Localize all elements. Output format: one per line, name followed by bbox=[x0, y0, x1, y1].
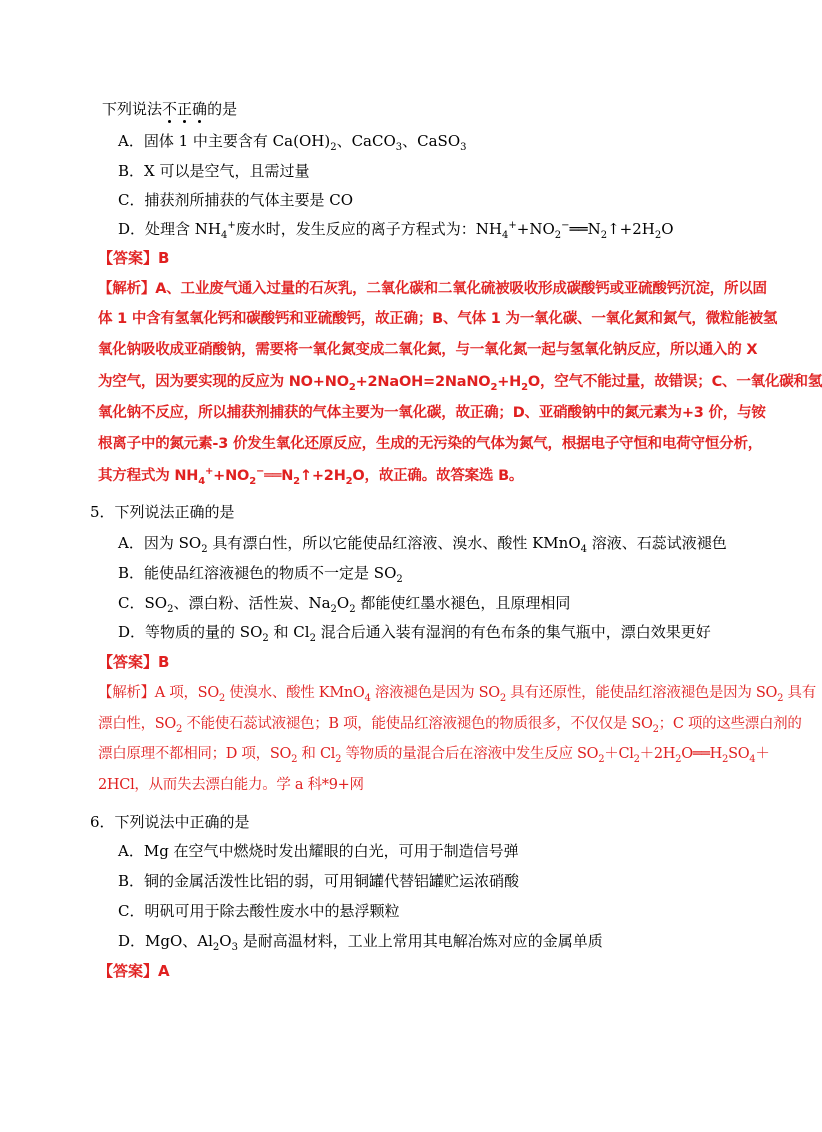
q4-explanation-line: 根离子中的氮元素-3 价发生氧化还原反应，生成的无污染的气体为氮气，根据电子守恒和电荷守恒分析， bbox=[98, 436, 763, 452]
q4-explanation-line: 氧化钠不反应，所以捕获剂捕获的气体主要为一氧化碳，故正确；D、亚硝酸钠中的氮元素为+3 价，与铵 bbox=[98, 405, 766, 421]
q4-explanation-line: 氧化钠吸收成亚硝酸钠，需要将一氧化氮变成二氧化氮，与一氧化氮一起与氢氧化钠反应，所以通入的 X bbox=[98, 342, 758, 358]
q4-option-a: A．固体 1 中主要含有 $Ca(OH)_2$、CaCO$_3$、CaSO$_3$ bbox=[118, 132, 467, 153]
q5-answer: 【答案】B bbox=[98, 653, 170, 671]
q4-explanation-line: 其方程式为 $NH_4^++NO_2^-══N_2↑+2H_2O$，故正确。故答案选 B。 bbox=[98, 466, 524, 487]
q5-explanation-line: 漂白性，$SO_2$ 不能使石蕊试液褪色；B 项，能使品红溶液褪色的物质很多，不仅仅是 $SO_2$；C 项的这些漂白剂的 bbox=[98, 716, 802, 735]
q6-option-b: B．铜的金属活泼性比铝的弱，可用铜罐代替铝罐贮运浓硝酸 bbox=[118, 872, 520, 890]
q5-option-c: C．$SO_2$、漂白粉、活性炭、$Na_2O_2$ 都能使红墨水褪色，且原理相同 bbox=[118, 594, 571, 615]
q4-option-b: B．X 可以是空气，且需过量 bbox=[118, 162, 310, 180]
q6-option-c: C．明矾可用于除去酸性废水中的悬浮颗粒 bbox=[118, 902, 400, 920]
q6-stem: 6．下列说法中正确的是 bbox=[90, 813, 250, 831]
q4-explanation-line: 为空气，因为要实现的反应为 $NO+NO_2+2NaOH=2NaNO_2+H_2O$，空气不能过量，故错误；C、一氧化碳和氢 bbox=[98, 374, 822, 393]
q5-stem: 5．下列说法正确的是 bbox=[90, 503, 235, 521]
q5-option-b: B．能使品红溶液褪色的物质不一定是 $SO_2$ bbox=[118, 564, 403, 585]
q6-option-d: D．MgO、$Al_2O_3$ 是耐高温材料，工业上常用其电解冶炼对应的金属单质 bbox=[118, 932, 603, 953]
q4-explanation-line: 【解析】A、工业废气通入过量的石灰乳，二氧化碳和二氧化硫被吸收形成碳酸钙或亚硫酸钙沉淀，所以固 bbox=[98, 281, 767, 297]
q6-answer: 【答案】A bbox=[98, 962, 170, 980]
q6-option-a: A．Mg 在空气中燃烧时发出耀眼的白光，可用于制造信号弹 bbox=[118, 842, 519, 860]
q4-option-c: C．捕获剂所捕获的气体主要是 CO bbox=[118, 191, 354, 209]
q4-answer: 【答案】B bbox=[98, 249, 170, 267]
q5-option-d: D．等物质的量的 $SO_2$ 和 $Cl_2$ 混合后通入装有湿润的有色布条的集气瓶中，漂白效果更好 bbox=[118, 623, 711, 644]
q5-explanation-line: 【解析】A 项，$SO_2$ 使溴水、酸性 KMnO$_4$ 溶液褪色是因为 $SO_2$ 具有还原性，能使品红溶液褪色是因为 $SO_2$ 具有 bbox=[98, 685, 816, 704]
q5-explanation-line: 2HCl，从而失去漂白能力。学 a 科*9+网 bbox=[98, 777, 364, 793]
q4-explanation-line: 体 1 中含有氢氧化钙和碳酸钙和亚硫酸钙，故正确；B、气体 1 为一氧化碳、一氧化氮和氮气，微粒能被氢 bbox=[98, 311, 778, 327]
q5-explanation-line: 漂白原理不都相同；D 项，$SO_2$ 和 $Cl_2$ 等物质的量混合后在溶液中发生反应 $SO_2+Cl_2+2H_2O══H_2SO_4+$ bbox=[98, 746, 770, 765]
q4-stem: 下列说法不正确的是 bbox=[102, 100, 238, 118]
q5-option-a: A．因为 $SO_2$ 具有漂白性，所以它能使品红溶液、溴水、酸性 KMnO$_4$ 溶液、石蕊试液褪色 bbox=[118, 534, 727, 555]
q4-option-d: D．处理含 $NH_4^+$废水时，发生反应的离子方程式为：$NH_4^++NO_2^-══N_2↑+2H_2O$ bbox=[118, 220, 674, 241]
